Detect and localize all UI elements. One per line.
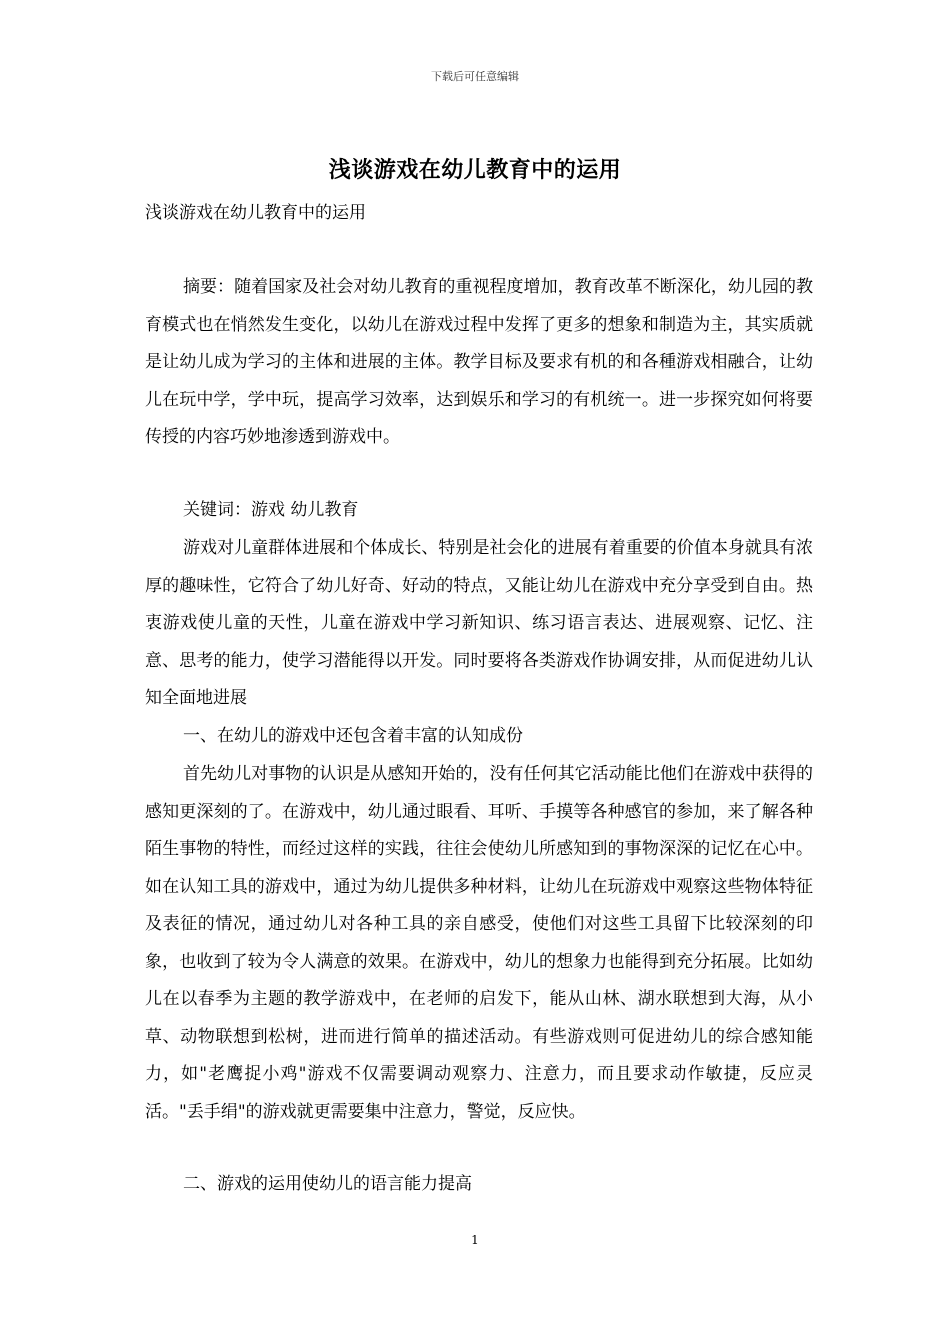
page-number: 1: [471, 1233, 479, 1247]
document-title: 浅谈游戏在幼儿教育中的运用: [328, 157, 622, 183]
section-heading-1: 一、在幼儿的游戏中还包含着丰富的认知成份: [183, 726, 523, 746]
abstract-paragraph: 摘要：随着国家及社会对幼儿教育的重视程度增加，教育改革不断深化，幼儿园的教育模式也在悄然发生变化，以幼儿在游戏过程中发挥了更多的想象和制造为主，其实质就是让幼儿成为学习的主体和进展的主体。教学目标及要求有机的和各種游戏相融合，让幼儿在玩中学，学中玩，提高学习效率，达到娱乐和学习的有机统一。进一步探究如何将要传授的内容巧妙地渗透到游戏中。: [145, 277, 813, 447]
body-paragraph-1: 游戏对儿童群体进展和个体成长、特别是社会化的进展有着重要的价值本身就具有浓厚的趣味性，它符合了幼儿好奇、好动的特点，又能让幼儿在游戏中充分享受到自由。热衷游戏使儿童的天性，儿童在游戏中学习新知识、练习语言表达、进展观察、记忆、注意、思考的能力，使学习潜能得以开发。同时要将各类游戏作协调安排，从而促进幼儿认知全面地进展: [145, 538, 813, 708]
keywords-line: 关键词：游戏 幼儿教育: [183, 500, 359, 520]
header-note: 下载后可任意编辑: [431, 70, 519, 83]
body-paragraph-2: 首先幼儿对事物的认识是从感知开始的，没有任何其它活动能比他们在游戏中获得的感知更深刻的了。在游戏中，幼儿通过眼看、耳听、手摸等各种感官的参加，来了解各种陌生事物的特性，而经过这样的实践，往往会使幼儿所感知到的事物深深的记忆在心中。如在认知工具的游戏中，通过为幼儿提供多种材料，让幼儿在玩游戏中观察这些物体特征及表征的情况，通过幼儿对各种工具的亲自感受，使他们对这些工具留下比较深刻的印象，也收到了较为令人满意的效果。在游戏中，幼儿的想象力也能得到充分拓展。比如幼儿在以春季为主题的教学游戏中，在老师的启发下，能从山林、湖水联想到大海，从小草、动物联想到松树，进而进行简单的描述活动。有些游戏则可促进幼儿的综合感知能力，如"老鹰捉小鸡"游戏不仅需要调动观察力、注意力，而且要求动作敏捷，反应灵活。"丢手绢"的游戏就更需要集中注意力，警觉，反应快。: [145, 764, 813, 1122]
section-heading-2: 二、游戏的运用使幼儿的语言能力提高: [183, 1174, 472, 1194]
document-subtitle: 浅谈游戏在幼儿教育中的运用: [145, 203, 366, 223]
